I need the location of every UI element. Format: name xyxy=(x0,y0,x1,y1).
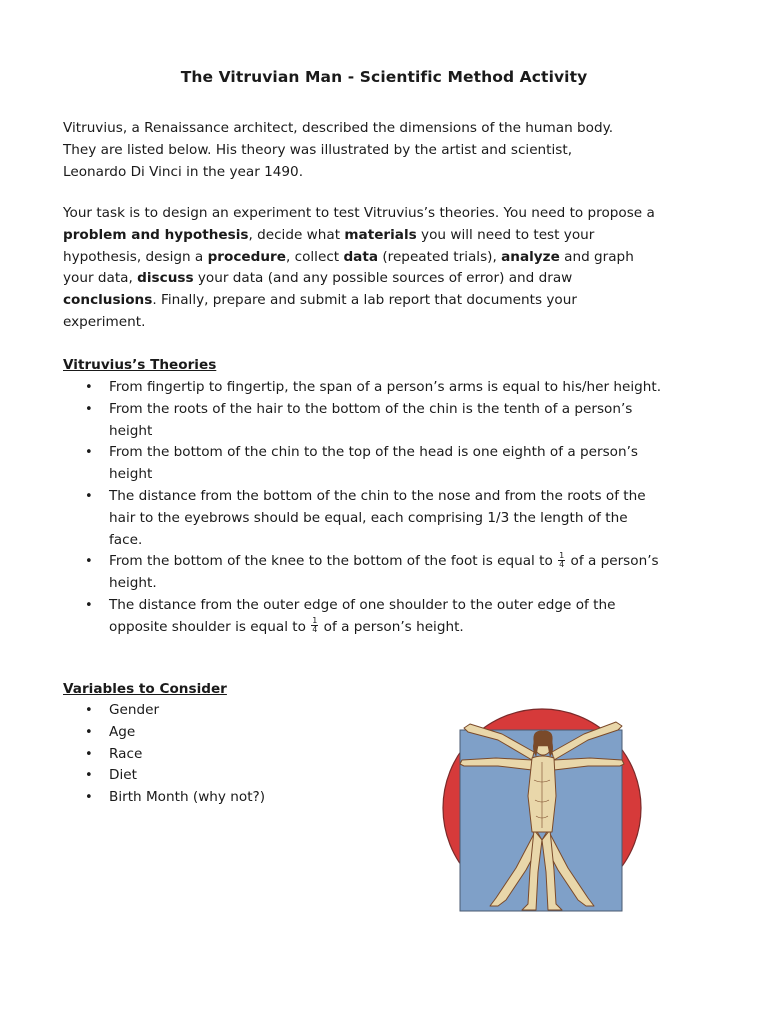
list-item xyxy=(63,486,663,551)
variables-list xyxy=(63,700,393,809)
list-item-text: Gender xyxy=(109,702,160,718)
task-keyword: data xyxy=(343,248,379,265)
task-text: your data (and any possible sources of error) and draw xyxy=(193,270,573,287)
task-keyword: materials xyxy=(344,226,417,243)
list-item-text: From fingertip to fingertip, the span of a person’s arms is equal to his/her height. xyxy=(109,379,662,395)
task-keyword: discuss xyxy=(137,270,194,287)
intro-line-3: Leonardo Di Vinci in the year 1490. xyxy=(63,163,304,180)
list-item-text: The distance from the bottom of the chin to the nose and from the roots of the hair to the eyebrows should be equal, each comprising 1/3 the length of the face. xyxy=(109,487,646,548)
bullet-icon: • xyxy=(85,554,93,570)
list-item xyxy=(63,551,663,595)
fraction xyxy=(311,617,318,634)
list-item-text: Birth Month (why not?) xyxy=(109,789,266,806)
list-item xyxy=(63,787,393,809)
list-item-text: From the bottom of the knee to the bottom of the foot is equal to xyxy=(109,553,558,570)
bullet-icon: • xyxy=(85,597,93,613)
list-item-text: Age xyxy=(109,723,136,740)
variables-heading: Variables to Consider xyxy=(63,681,227,697)
fraction-denominator: 4 xyxy=(312,625,318,635)
list-item xyxy=(63,765,393,787)
fraction xyxy=(558,552,565,569)
bullet-icon: • xyxy=(85,401,93,417)
intro-line-2: They are listed below. His theory was illustrated by the artist and scientist, xyxy=(63,141,573,158)
bullet-icon: • xyxy=(85,488,93,504)
task-text: you will need to test your hypothesis, design a xyxy=(63,226,595,265)
task-text: , decide what xyxy=(248,226,345,243)
list-item-text: of a person’s height. xyxy=(109,553,659,592)
list-item xyxy=(63,442,663,486)
bullet-icon: • xyxy=(85,445,93,461)
list-item xyxy=(63,700,393,722)
task-text: and graph your data, xyxy=(63,248,634,287)
list-item xyxy=(63,377,663,399)
theories-heading: Vitruvius’s Theories xyxy=(63,357,217,373)
list-item xyxy=(63,722,393,744)
list-item-text: Race xyxy=(109,745,143,762)
intro-paragraph xyxy=(63,118,663,183)
bullet-icon: • xyxy=(85,790,93,806)
task-keyword: procedure xyxy=(207,248,286,265)
task-keyword: conclusions xyxy=(63,292,153,309)
theories-list xyxy=(63,377,663,639)
list-item xyxy=(63,595,663,639)
list-item xyxy=(63,744,393,766)
intro-line-1: Vitruvius, a Renaissance architect, described the dimensions of the human body. xyxy=(63,120,614,136)
list-item xyxy=(63,399,663,443)
bullet-icon: • xyxy=(85,746,93,762)
vitruvian-man-illustration xyxy=(440,700,644,920)
list-item-text: The distance from the outer edge of one shoulder to the outer edge of the opposite shoulder is equal to xyxy=(109,596,616,635)
bullet-icon: • xyxy=(85,768,93,784)
task-text: (repeated trials), xyxy=(378,248,502,265)
bullet-icon: • xyxy=(85,703,93,718)
list-item-text: From the roots of the hair to the bottom of the chin is the tenth of a person’s height xyxy=(109,400,633,439)
task-paragraph xyxy=(63,203,663,334)
task-text: , collect xyxy=(285,248,344,265)
list-item-text: From the bottom of the chin to the top of the head is one eighth of a person’s height xyxy=(109,444,639,483)
task-text: Your task is to design an experiment to test Vitruvius’s theories. You need to propose a xyxy=(63,205,655,221)
task-keyword: analyze xyxy=(501,248,560,265)
fraction-numerator: 1 xyxy=(559,550,565,560)
bullet-icon: • xyxy=(85,380,93,395)
bullet-icon: • xyxy=(85,724,93,740)
task-text: . Finally, prepare and submit a lab report that documents your experiment. xyxy=(63,292,577,330)
fraction-numerator: 1 xyxy=(312,616,318,626)
list-item-text: of a person’s height. xyxy=(319,618,464,635)
list-item-text: Diet xyxy=(109,767,137,784)
fraction-denominator: 4 xyxy=(559,559,565,569)
page-title: The Vitruvian Man - Scientific Method Activity xyxy=(180,68,588,86)
task-keyword: problem and hypothesis xyxy=(63,226,249,243)
